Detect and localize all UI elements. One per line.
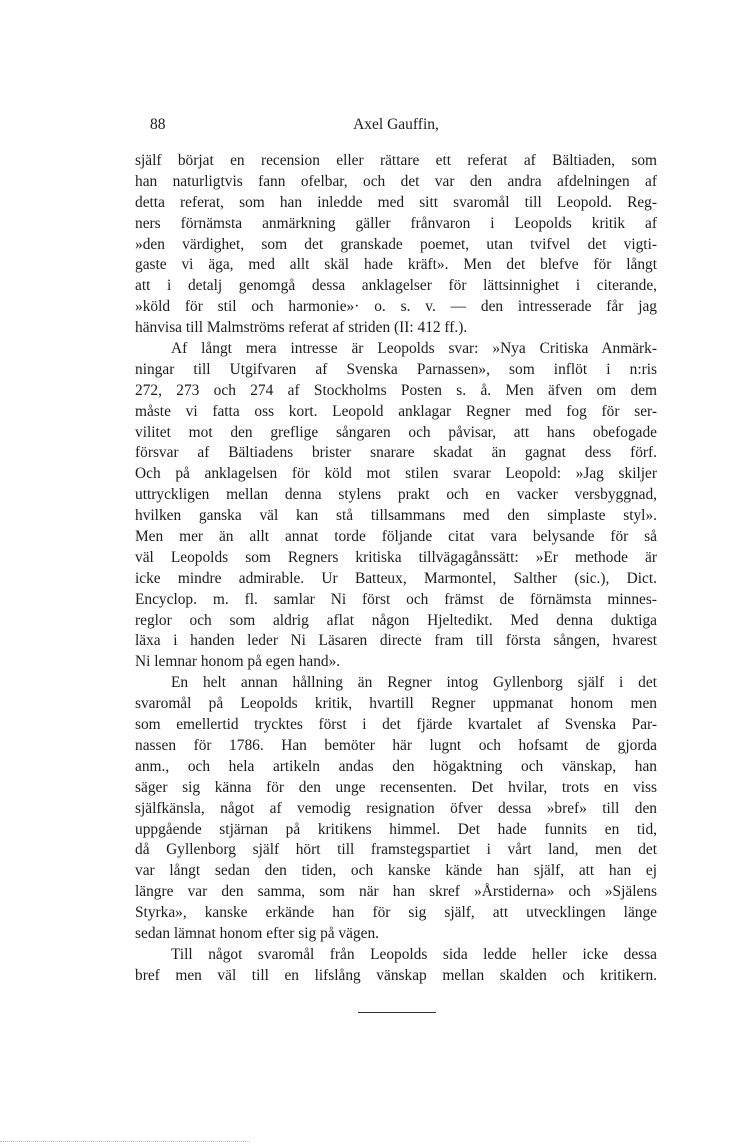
text-line: svaromål på Leopolds kritik, hvartill Regner uppmanat honom men bbox=[135, 695, 657, 713]
text-line: ners förnämsta anmärkning gäller frånvaron i Leopolds kritik af bbox=[135, 214, 657, 232]
text-line: själf börjat en recension eller rättare ett referat af Bältiaden, som bbox=[135, 152, 657, 169]
text-line: Men mer än allt annat torde följande citat vara belysande för så bbox=[135, 528, 657, 546]
text-line: ningar till Utgifvaren af Svenska Parnassen», som inflöt i n:ris bbox=[135, 360, 657, 378]
page-number: 88 bbox=[150, 116, 166, 133]
body-text bbox=[135, 151, 657, 987]
text-line: då Gyllenborg själf hört till framstegspartiet i vårt land, men det bbox=[135, 841, 657, 859]
text-line: Encyclop. m. fl. samlar Ni först och främst de förnämsta minnes- bbox=[135, 590, 657, 608]
text-line: uttryckligen mellan denna stylens prakt och en vacker versbyggnad, bbox=[135, 486, 657, 504]
paragraph-1 bbox=[135, 151, 657, 339]
text-line: väl Leopolds som Regners kritiska tillvägagånssätt: »Er methode är bbox=[135, 548, 657, 566]
text-line: Ni lemnar honom på egen hand». bbox=[135, 653, 341, 671]
text-line: Och på anklagelsen för köld mot stilen svarar Leopold: »Jag skiljer bbox=[135, 465, 657, 483]
text-line: sedan lämnat honom efter sig på vägen. bbox=[135, 924, 380, 942]
text-line: detta referat, som han inledde med sitt svaromål till Leopold. Reg- bbox=[135, 193, 657, 211]
text-line: Till något svaromål från Leopolds sida ledde heller icke dessa bbox=[171, 945, 657, 963]
text-line: »den värdighet, som det granskade poemet, utan tvifvel det vigti- bbox=[135, 235, 657, 253]
paragraph-2 bbox=[135, 339, 657, 673]
text-line: bref men väl till en lifslång vänskap mellan skalden och kritikern. bbox=[135, 966, 657, 984]
text-line: längre var den samma, som när han skref »Årstiderna» och »Själens bbox=[135, 883, 657, 901]
text-line: 272, 273 och 274 af Stockholms Posten s. å. Men äfven om dem bbox=[135, 381, 657, 399]
text-line: hänvisa till Malmströms referat af striden (II: 412 ff.). bbox=[135, 319, 468, 337]
text-line: själfkänsla, något af vemodig resignation öfver dessa »bref» till den bbox=[135, 799, 657, 817]
text-line: uppgående stjärnan på kritikens himmel. Det hade funnits en tid, bbox=[135, 820, 657, 838]
text-line: nassen för 1786. Han bemöter här lugnt och hofsamt de gjorda bbox=[135, 736, 657, 754]
text-line: var långt sedan den tiden, och kanske kände han själf, att han ej bbox=[135, 862, 657, 880]
text-line: säger sig känna för den unge recensenten. Det hvilar, trots en viss bbox=[135, 778, 657, 796]
text-line: Styrka», kanske erkände han för sig själf, att utvecklingen länge bbox=[135, 904, 657, 922]
running-head: Axel Gauffin, bbox=[353, 116, 439, 133]
section-end-rule bbox=[358, 1012, 436, 1013]
text-line: En helt annan hållning än Regner intog Gyllenborg själf i det bbox=[171, 674, 657, 692]
text-line: försvar af Bältiadens brister snarare skadat än gagnat dess förf. bbox=[135, 444, 657, 462]
text-line: gaste vi äga, med allt skäl hade kräft». Men det blefve för långt bbox=[135, 256, 657, 274]
scan-edge-mark bbox=[0, 1141, 250, 1142]
text-line: måste vi fatta oss kort. Leopold anklagar Regner med fog för ser- bbox=[135, 402, 657, 420]
text-line: som emellertid trycktes först i det fjärde kvartalet af Svenska Par- bbox=[135, 716, 657, 734]
page-header bbox=[135, 116, 657, 138]
text-line: läxa i handen leder Ni Läsaren directe fram till första sången, hvarest bbox=[135, 632, 657, 650]
text-line: vilitet mot den greflige sångaren och påvisar, att hans obefogade bbox=[135, 423, 657, 441]
text-line: han naturligtvis fann ofelbar, och det var den andra afdelningen af bbox=[135, 172, 657, 190]
text-line: reglor och som aldrig aflat någon Hjeltedikt. Med denna duktiga bbox=[135, 611, 657, 629]
paragraph-4 bbox=[135, 945, 657, 987]
paragraph-3 bbox=[135, 673, 657, 945]
text-line: anm., och hela artikeln andas den högaktning och vänskap, han bbox=[135, 757, 657, 775]
text-line: hvilken ganska väl kan stå tillsammans med den simplaste styl». bbox=[135, 507, 657, 525]
text-line: icke mindre admirable. Ur Batteux, Marmontel, Salther (sic.), Dict. bbox=[135, 569, 657, 587]
text-line: »köld för stil och harmonie»· o. s. v. — den intresserade får jag bbox=[135, 298, 657, 316]
text-line: Af långt mera intresse är Leopolds svar: »Nya Critiska Anmärk- bbox=[171, 340, 657, 358]
text-line: att i detalj genomgå dessa anklagelser för lättsinnighet i citerande, bbox=[135, 277, 657, 295]
